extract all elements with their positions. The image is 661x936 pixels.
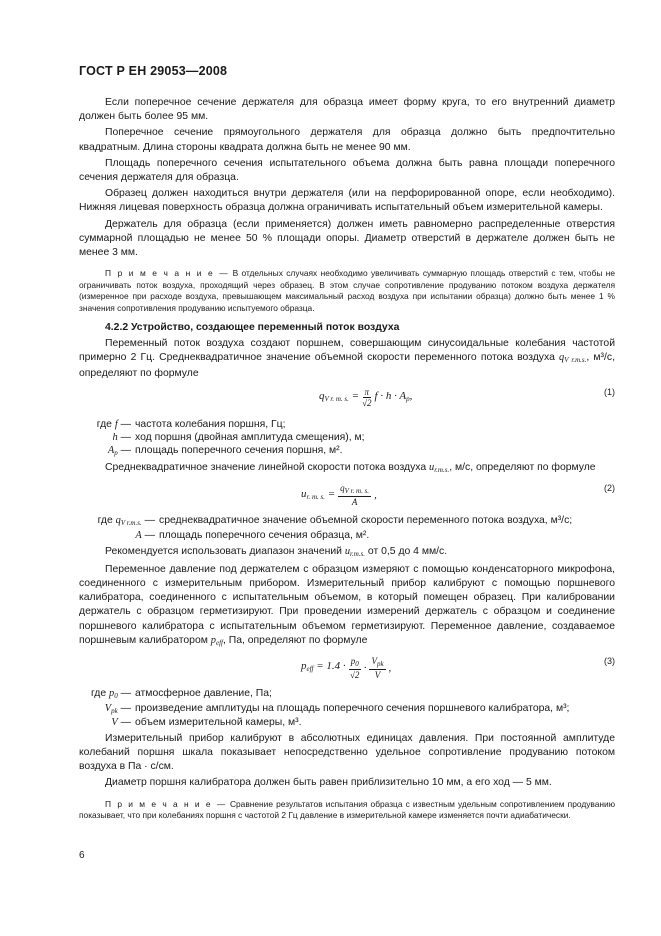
paragraph [79,563,615,650]
paragraph [79,337,615,382]
paragraph: Диаметр поршня калибратора должен быть равен приблизительно 10 мм, а его ход — 5 мм. [105,777,552,789]
paragraph [79,461,615,477]
note [79,799,615,822]
paragraph-text: Среднеквадратичное значение линейной скорости потока воздуха [105,462,427,474]
note-text: Сравнение результатов испытания образца с известным удельным сопротивлением продуванию показывает, что при колебаниях поршня с частотой 2 Гц давление в измерительной камере изменяется почти адиабатически. [79,798,616,821]
symbol-urms: $u_{r.m.s.}$ [344,545,366,558]
section-heading: 4.2.2 Устройство, создающее переменный поток воздуха [105,321,400,333]
legend-symbol: V — [111,717,131,729]
note [79,268,615,314]
legend-text: произведение амплитуды на площадь поперечного сечения поршневого калибратора, м³; [135,702,570,714]
legend-text: атмосферное давление, Па; [135,688,272,700]
note-label: П р и м е ч а н и е — [105,268,230,279]
paragraph-tail: от 0,5 до 4 мм/с. [367,545,448,557]
formula-number: (2) [604,483,615,494]
document-code-header: ГОСТ Р ЕН 29053—2008 [79,64,228,78]
legend-symbol: где $p_0$ — [90,688,131,701]
legend-text: ход поршня (двойная амплитуда смещения), м; [135,432,365,444]
symbol-peff: $p_{eff}$ [210,634,223,647]
symbol-qvrms: $q_{V r.m.s.}$ [559,352,587,365]
legend-symbol: $A_p$ — [107,444,131,457]
paragraph: Если поперечное сечение держателя для образца имеет форму круга, то его внутренний диаметр должен быть более 95 мм. [79,97,615,123]
legend-text: площадь поперечного сечения образца, м². [159,530,370,541]
paragraph: Площадь поперечного сечения испытательного объема должна быть равна площади поперечного сечения держателя для образца. [79,157,615,184]
note-text: В отдельных случаях необходимо увеличивать суммарную площадь отверстий с тем, чтобы не ограничивать поток воздуха, проходящий через образец. В этом случае сопротивление продуванию потоком воздуха держателя (измеренное при расходе воздуха, превышающем максимальный расход воздуха при испытании образца) должно быть менее 1 % значения сопротивления продуванию испытуемого образца. [79,268,616,314]
paragraph-tail: , Па, определяют по формуле [222,634,368,646]
formula-number: (3) [604,656,615,667]
legend-text: среднеквадратичное значение объемной скорости переменного потока воздуха, м³/с; [159,515,573,527]
formula-legend-1 [79,419,615,459]
legend-symbol: где f — [96,419,131,431]
note-label: П р и м е ч а н и е — [105,798,227,809]
formula-1: $q_{V r. m. s.}$ = $\frac{\pi}{√2}$ $f \cdot h \cdot A_p$, (1) [319,387,615,409]
paragraph-tail: , м³/с, определяют по формуле [79,352,615,380]
formula-legend-3 [79,688,615,730]
legend-symbol: A — [135,530,155,541]
legend-symbol: где $q_{V r.m.s.}$ — [97,515,155,528]
paragraph: Держатель для образца (если применяется) должен иметь равномерно распределенные отверстия суммарной площадью не менее 50 % площади опоры. Диаметр отверстий в держателе должен быть не менее 3 мм. [79,218,615,259]
symbol-urms: $u_{r.m.s.}$ [429,462,450,475]
page-number: 6 [79,850,85,861]
paragraph-text: Переменное давление под держателем с образцом измеряют с помощью конденсаторного микрофона, соединенного с измерительным прибором. Измерительный прибор калибруют с помощью поршневого калибратора, соединенного с испытательным объемом, в который помещен образец. При калибровании держатель с образцом герметизируют. При проведении измерений держатель с образцом и соединение поршневого калибратора с испытательным объемом герметизируют. Переменное давление, создаваемое поршневым калибратором [79,563,615,646]
paragraph [79,545,615,561]
paragraph-tail: , м/с, определяют по формуле [449,462,596,474]
legend-symbol: $V_{pk}$ — [104,702,131,715]
formula-number: (1) [604,387,615,398]
formula-2: $u_{r. m. s.}$ = $\frac{q_{V r. m. s.}}{A}$ , (2) [301,483,615,508]
paragraph-text: Переменный поток воздуха создают поршнем, совершающим синусоидальные колебания частотой примерно 2 Гц. Среднеквадратичное значение объемной скорости переменного потока воздуха [79,337,615,364]
legend-text: частота колебания поршня, Гц; [135,419,286,431]
paragraph-text: Рекомендуется использовать диапазон значений [105,545,342,557]
formula-legend-2 [79,515,615,542]
body-text [79,96,615,828]
paragraph: Образец должен находиться внутри держателя (или на перфорированной опоре, если необходимо). Нижняя лицевая поверхность образца должна ограничивать испытательный объем измерительной камеры. [79,188,615,214]
paragraph: Поперечное сечение прямоугольного держателя для образца должно быть предпочтительно квадратным. Длина стороны квадрата должна быть не менее 90 мм. [79,127,615,153]
legend-text: площадь поперечного сечения поршня, м². [135,444,343,456]
paragraph: Измерительный прибор калибруют в абсолютных единицах давления. При постоянной амплитуде колебаний поршня шкала показывает непосредственно удельное сопротивление продуванию потоком воздуха в Па · с/см. [79,732,615,773]
legend-text: объем измерительной камеры, м³. [135,717,302,729]
legend-symbol: h — [112,432,131,444]
formula-3: $p_{eff} = 1.4$ · $\frac{p_0}{√2}$ · $\frac{V_{pk}}{V}$ , (3) [301,656,615,681]
